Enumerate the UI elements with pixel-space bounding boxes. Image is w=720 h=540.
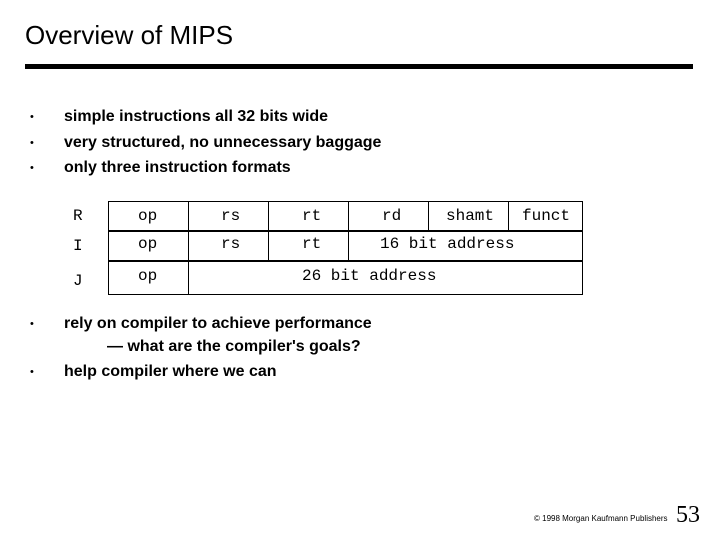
r-format-box <box>108 201 583 231</box>
format-label-i: I <box>73 237 83 255</box>
field-divider <box>188 261 189 295</box>
format-label-j: J <box>73 272 83 290</box>
field-divider <box>508 201 509 231</box>
bullet-icon: • <box>30 137 34 149</box>
field-op: op <box>138 267 158 285</box>
bullet-icon: • <box>30 111 34 123</box>
field-rs: rs <box>221 235 241 253</box>
copyright-credit: © 1998 Morgan Kaufmann Publishers <box>534 514 668 523</box>
field-op: op <box>138 207 158 225</box>
field-op: op <box>138 235 158 253</box>
bullet-text: help compiler where we can <box>64 363 277 380</box>
title-divider <box>25 64 693 69</box>
field-divider <box>188 201 189 231</box>
field-rt: rt <box>302 235 322 253</box>
sub-bullet-text: — what are the compiler's goals? <box>107 338 361 355</box>
bullet-icon: • <box>30 318 34 330</box>
format-label-r: R <box>73 207 83 225</box>
bullet-text: simple instructions all 32 bits wide <box>64 108 329 125</box>
slide-title: Overview of MIPS <box>25 20 234 50</box>
field-divider <box>348 231 349 261</box>
field-shamt: shamt <box>446 207 495 225</box>
field-address: 16 bit address <box>380 235 515 253</box>
page-number: 53 <box>676 502 700 528</box>
bullet-icon: • <box>30 366 34 378</box>
field-divider <box>188 231 189 261</box>
bullet-icon: • <box>30 162 34 174</box>
field-divider <box>348 201 349 231</box>
field-rs: rs <box>221 207 241 225</box>
field-funct: funct <box>522 207 571 225</box>
field-divider <box>268 201 269 231</box>
field-divider <box>428 201 429 231</box>
field-rd: rd <box>382 207 402 225</box>
bullet-text: only three instruction formats <box>64 159 291 176</box>
bullet-text: very structured, no unnecessary baggage <box>64 134 382 151</box>
field-rt: rt <box>302 207 322 225</box>
field-address: 26 bit address <box>302 267 437 285</box>
field-divider <box>268 231 269 261</box>
bullet-text: rely on compiler to achieve performance <box>64 315 372 332</box>
